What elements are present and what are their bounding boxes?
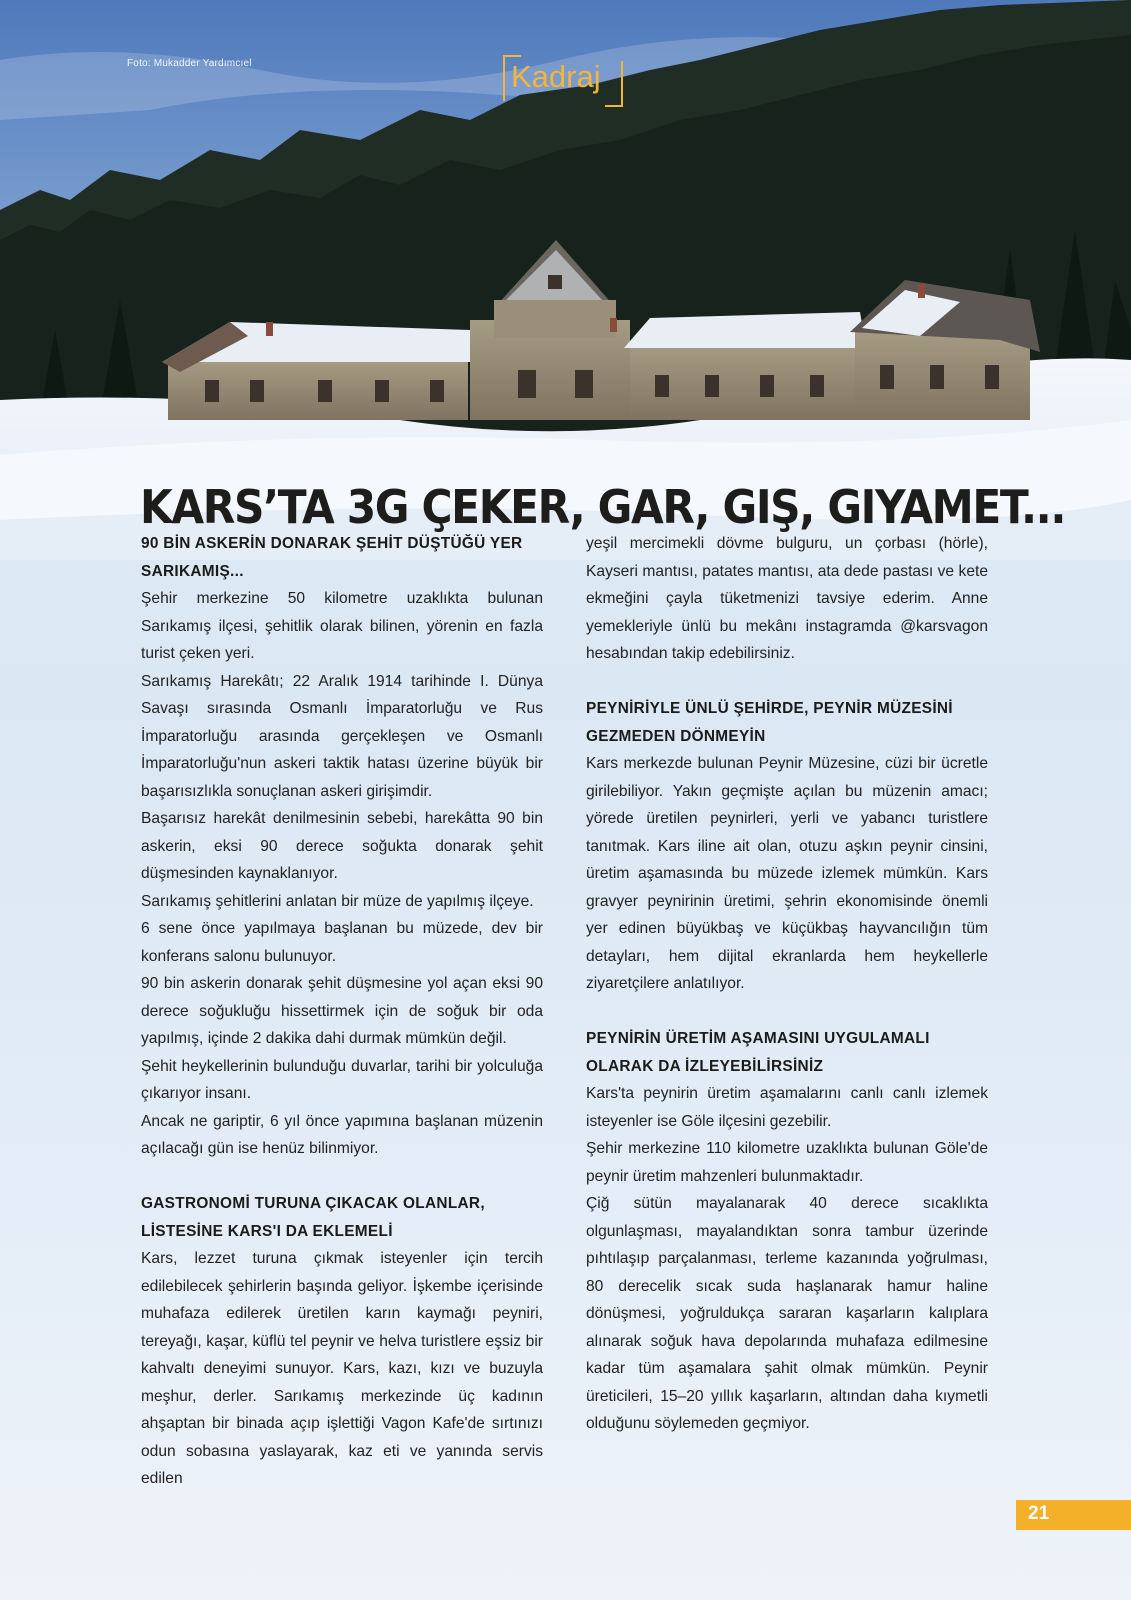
article-column-left bbox=[141, 530, 543, 1493]
paragraph: Başarısız harekât denilmesinin sebebi, harekâtta 90 bin askerin, eksi 90 derece soğukta donarak şehit düşmesinden kaynaklanıyor. bbox=[141, 810, 543, 882]
brand-logo bbox=[503, 55, 627, 111]
spacer bbox=[586, 998, 988, 1026]
paragraph: 6 sene önce yapılmaya başlanan bu müzede, dev bir konferans salonu bulunuyor. bbox=[141, 920, 543, 965]
section-heading: 90 BİN ASKERİN DONARAK ŞEHİT DÜŞTÜĞÜ YER SARIKAMIŞ... bbox=[141, 535, 523, 580]
spacer bbox=[141, 1163, 543, 1191]
paragraph: Kars merkezde bulunan Peynir Müzesine, cüzi bir ücretle girilebiliyor. Yakın geçmişte açılan bu müzenin amacı; yörede üretilen peynirleri, yerli ve yabancı turistlere tanıtmak. Kars iline ait olan, otuzu aşkın peynir cinsini, üretim aşamasında bu müzede izlemek mümkün. Kars gravyer peynirinin üretimi, şehrin ekonomisinde önemli yer edinen büyükbaş ve küçükbaş hayvancılığın tüm detayları, hem dijital ekranlarda hem heykellerle ziyaretçilere anlatılıyor. bbox=[586, 755, 988, 992]
article-headline: KARS’TA 3G ÇEKER, GAR, GIŞ, GIYAMET... bbox=[140, 479, 1066, 534]
section-heading: GASTRONOMİ TURUNA ÇIKACAK OLANLAR, LİSTESİNE KARS'I DA EKLEMELİ bbox=[141, 1195, 485, 1240]
section-heading: PEYNİRİN ÜRETİM AŞAMASINI UYGULAMALI OLARAK DA İZLEYEBİLİRSİNİZ bbox=[586, 1030, 930, 1075]
paragraph: Şehit heykellerinin bulunduğu duvarlar, tarihi bir yolculuğa çıkarıyor insanı. bbox=[141, 1057, 543, 1102]
logo-bracket-right bbox=[605, 61, 623, 107]
page-number-tab bbox=[1016, 1500, 1131, 1530]
paragraph: Çiğ sütün mayalanarak 40 derece sıcaklıkta olgunlaşması, mayalandıktan sonra tambur üzerinde pıhtılaşıp parçalanması, terleme kazanında yoğrulması, 80 derecelik sıcak suda haşlanarak hamur haline dönüşmesi, yoğruldukça sararan kaşarların kalıplara alınarak soğuk hava depolarında muhafaza edilmesine kadar tüm aşamalara şahit olmak mümkün. Peynir üreticileri, 15–20 yıllık kaşarların, altından daha kıymetli olduğunu söylemeden geçmiyor. bbox=[586, 1195, 988, 1432]
brand-name: Kadraj bbox=[511, 59, 601, 94]
page-number: 21 bbox=[1028, 1503, 1050, 1524]
paragraph: Sarıkamış Harekâtı; 22 Aralık 1914 tarihinde I. Dünya Savaşı sırasında Osmanlı İmparatorluğu ve Rus İmparatorluğu arasında gerçekleşen ve Osmanlı İmparatorluğu'nun askeri taktik hatası üzerine büyük bir başarısızlıkla sonuçlanan askeri girişimdir. bbox=[141, 672, 543, 800]
paragraph: Şehir merkezine 50 kilometre uzaklıkta bulunan Sarıkamış ilçesi, şehitlik olarak bilinen, yörenin en fazla turist çeken yeri. bbox=[141, 590, 543, 662]
paragraph: Ancak ne gariptir, 6 yıl önce yapımına başlanan müzenin açılacağı gün ise henüz bilinmiyor. bbox=[141, 1112, 543, 1157]
paragraph: Şehir merkezine 110 kilometre uzaklıkta bulunan Göle'de peynir üretim mahzenleri bulunmaktadır. bbox=[586, 1140, 988, 1185]
paragraph: 90 bin askerin donarak şehit düşmesine yol açan eksi 90 derece soğukluğu hissettirmek için de soğuk bir oda yapılmış, içinde 2 dakika dahi durmak mümkün değil. bbox=[141, 975, 543, 1047]
paragraph: Kars, lezzet turuna çıkmak isteyenler için tercih edilebilecek şehirlerin başında geliyor. İşkembe içerisinde muhafaza edilerek üretilen karın kaymağı peyniri, tereyağı, kaşar, küflü tel peynir ve helva turistlere eşsiz bir kahvaltı deneyimi sunuyor. Kars, kazı, kızı ve buzuyla meşhur, derler. Sarıkamış merkezinde üç kadının ahşaptan bir binada açıp işlettiği Vagon Kafe'de sırtınızı odun sobasına yaslayarak, kaz eti ve yanında servis edilen bbox=[141, 1250, 543, 1487]
paragraph: Sarıkamış şehitlerini anlatan bir müze de yapılmış ilçeye. bbox=[141, 892, 534, 910]
spacer bbox=[586, 668, 988, 696]
section-heading: PEYNİRİYLE ÜNLÜ ŞEHİRDE, PEYNİR MÜZESİNİ GEZMEDEN DÖNMEYİN bbox=[586, 700, 953, 745]
article-column-right bbox=[586, 530, 988, 1438]
paragraph: yeşil mercimekli dövme bulguru, un çorbası (hörle), Kayseri mantısı, patates mantısı, ata dede pastası ve kete ekmeğini çayla tüketmenizi tavsiye ederim. Anne yemekleriyle ünlü bu mekânı instagramda @karsvagon hesabından takip edebilirsiniz. bbox=[586, 535, 988, 662]
paragraph: Kars'ta peynirin üretim aşamalarını canlı canlı izlemek isteyenler ise Göle ilçesini gezebilir. bbox=[586, 1085, 988, 1130]
photo-credit: Foto: Mukadder Yardımcıel bbox=[127, 58, 252, 69]
